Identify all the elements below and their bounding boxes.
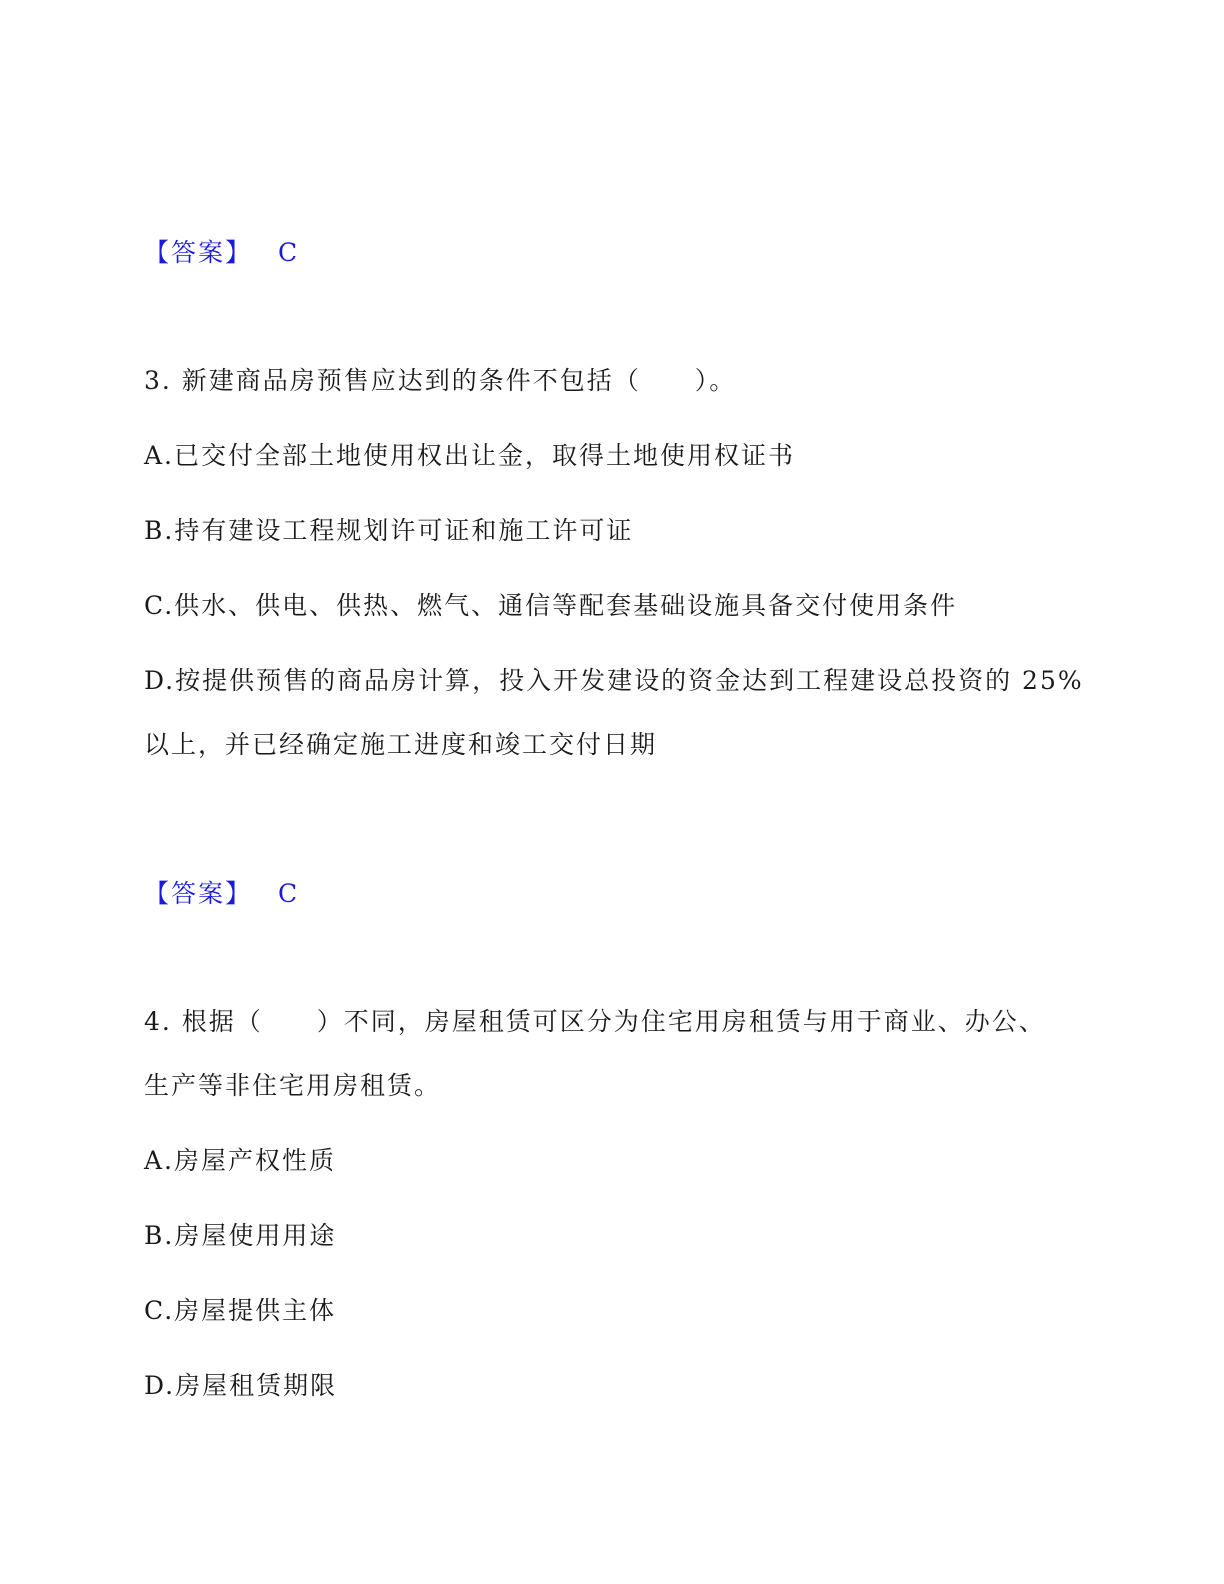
question-3-option-b: B.持有建设工程规划许可证和施工许可证 — [144, 516, 634, 545]
question-4-option-c: C.房屋提供主体 — [144, 1296, 337, 1325]
question-3-option-a: A.已交付全部土地使用权出让金，取得土地使用权证书 — [144, 441, 796, 470]
question-3-option-d-continued: 以上，并已经确定施工进度和竣工交付日期 — [144, 730, 658, 759]
answer-value: C — [278, 238, 300, 267]
question-3-option-c: C.供水、供电、供热、燃气、通信等配套基础设施具备交付使用条件 — [144, 591, 958, 620]
question-3-option-d: D.按提供预售的商品房计算，投入开发建设的资金达到工程建设总投资的 25% — [144, 666, 1084, 695]
answer-label: 【答案】 — [144, 238, 253, 267]
question-4-stem-continued: 生产等非住宅用房租赁。 — [144, 1071, 442, 1100]
question-4-stem: 4. 根据（ ）不同，房屋租赁可区分为住宅用房租赁与用于商业、办公、 — [144, 1007, 1046, 1036]
question-3-stem: 3. 新建商品房预售应达到的条件不包括（ ）。 — [144, 366, 737, 395]
answer-2 — [144, 877, 299, 911]
answer-label: 【答案】 — [144, 879, 253, 908]
question-4-option-a: A.房屋产权性质 — [144, 1146, 337, 1175]
answer-1 — [144, 236, 299, 270]
question-4-option-d: D.房屋租赁期限 — [144, 1371, 338, 1400]
question-4-option-b: B.房屋使用用途 — [144, 1221, 337, 1250]
answer-value: C — [278, 879, 300, 908]
